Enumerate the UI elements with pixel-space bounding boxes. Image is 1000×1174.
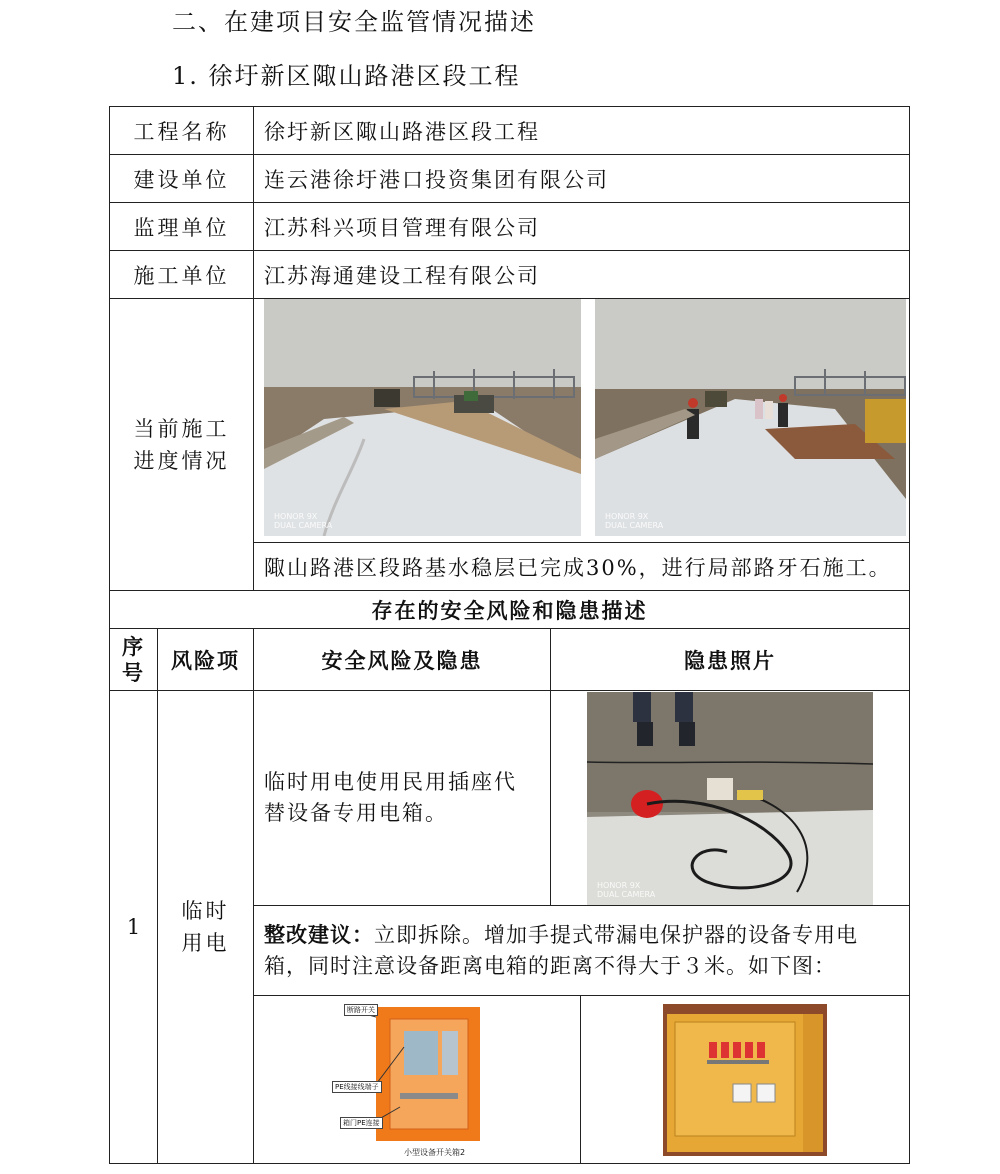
risk-description-line: 替设备专用电箱。	[264, 801, 448, 825]
progress-photo-row	[110, 299, 910, 543]
info-row	[110, 251, 910, 299]
watermark-line: DUAL CAMERA	[274, 521, 333, 530]
watermark-line: HONOR 9X	[274, 512, 318, 521]
info-label: 建设单位	[110, 155, 254, 203]
risk-no: 1	[110, 691, 158, 1164]
progress-label-line: 进度情况	[133, 448, 230, 473]
diagram-label: 断路开关	[344, 1004, 378, 1016]
hazard-photo-cell	[551, 691, 910, 906]
construction-photo-2	[595, 299, 906, 536]
col-header-item: 风险项	[158, 629, 254, 691]
watermark-line: DUAL CAMERA	[597, 889, 656, 899]
hazard-photo	[587, 692, 873, 905]
progress-label	[110, 299, 254, 591]
diagram-caption: 小型设备开关箱2	[404, 1147, 466, 1157]
progress-label-line: 当前施工	[133, 416, 230, 441]
project-table	[109, 106, 910, 1164]
info-value: 徐圩新区陬山路港区段工程	[254, 107, 910, 155]
info-value: 江苏科兴项目管理有限公司	[254, 203, 910, 251]
diagram-label: PE线接线端子	[332, 1081, 382, 1093]
suggestion-text: 立即拆除。增加手提式带漏电保护器的设备专用电	[374, 923, 858, 947]
construction-photo-1	[264, 299, 581, 536]
risk-item-line: 用电	[181, 931, 230, 955]
camera-watermark	[605, 512, 663, 530]
progress-photos	[254, 299, 910, 543]
col-header-no-line: 号	[122, 659, 145, 685]
risk-item-line: 临时	[181, 899, 230, 923]
risk-section-row	[110, 591, 910, 629]
watermark-line: HONOR 9X	[597, 880, 641, 890]
risk-item	[158, 691, 254, 1164]
rectification-suggestion	[254, 906, 910, 996]
col-header-risk: 安全风险及隐患	[254, 629, 551, 691]
distribution-box-diagram	[254, 997, 581, 1163]
info-value: 连云港徐圩港口投资集团有限公司	[254, 155, 910, 203]
info-row	[110, 155, 910, 203]
info-value: 江苏海通建设工程有限公司	[254, 251, 910, 299]
example-photo-cell	[581, 996, 910, 1164]
watermark-line: DUAL CAMERA	[605, 521, 664, 530]
col-header-photo: 隐患照片	[551, 629, 910, 691]
info-row	[110, 203, 910, 251]
info-label: 监理单位	[110, 203, 254, 251]
project-title: 1. 徐圩新区陬山路港区段工程	[172, 62, 521, 90]
suggestion-label: 整改建议：	[264, 922, 374, 947]
watermark-line: HONOR 9X	[605, 512, 649, 521]
distribution-box-photo	[663, 1004, 827, 1156]
col-header-no	[110, 629, 158, 691]
camera-watermark	[597, 881, 655, 899]
col-header-no-line: 序	[122, 633, 145, 659]
camera-watermark	[274, 512, 332, 530]
suggestion-text: 箱，同时注意设备距离电箱的距离不得大于３米。如下图：	[264, 954, 836, 978]
example-diagram-cell	[254, 996, 581, 1164]
risk-description-line: 临时用电使用民用插座代	[264, 770, 517, 794]
info-row	[110, 107, 910, 155]
diagram-label: 箱门PE连接	[340, 1117, 383, 1129]
risk-header-row	[110, 629, 910, 691]
info-label: 施工单位	[110, 251, 254, 299]
risk-row	[110, 691, 910, 906]
progress-description: 陬山路港区段路基水稳层已完成30%，进行局部路牙石施工。	[254, 543, 910, 591]
risk-section-title: 存在的安全风险和隐患描述	[110, 591, 910, 629]
section-heading: 二、在建项目安全监管情况描述	[172, 8, 536, 36]
info-label: 工程名称	[110, 107, 254, 155]
risk-description	[254, 691, 551, 906]
